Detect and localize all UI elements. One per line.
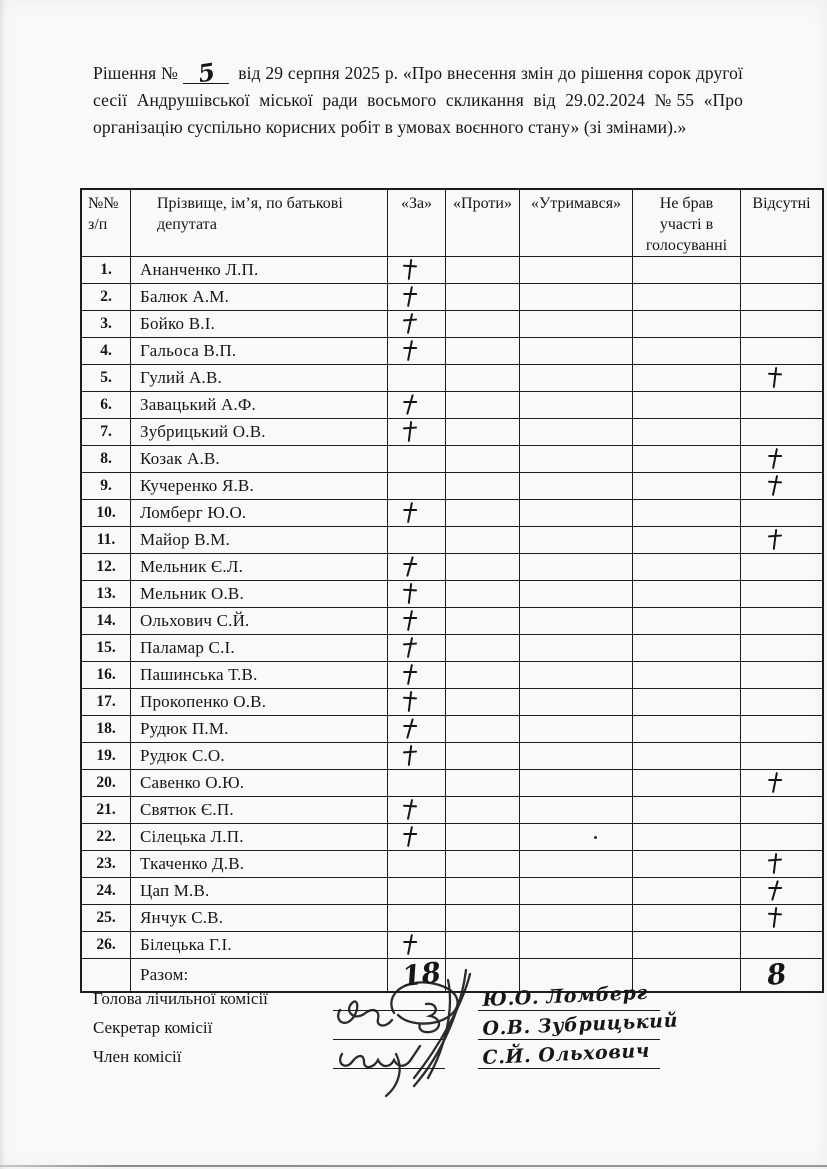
vote-cell-za	[388, 635, 446, 662]
deputy-row	[81, 932, 823, 959]
deputy-name: Рудюк С.О.	[131, 743, 388, 770]
vote-cell-no_vote	[633, 851, 741, 878]
row-number: 2.	[81, 284, 131, 311]
row-number: 26.	[81, 932, 131, 959]
vote-cell-against	[446, 581, 520, 608]
deputy-name: Гулий А.В.	[131, 365, 388, 392]
vote-cell-against	[446, 743, 520, 770]
vote-cell-against	[446, 284, 520, 311]
deputy-row	[81, 554, 823, 581]
handwritten-vote-mark	[401, 555, 417, 577]
vote-cell-absent	[741, 716, 824, 743]
deputy-name: Білецька Г.І.	[131, 932, 388, 959]
deputy-name: Святюк Є.П.	[131, 797, 388, 824]
header-row	[81, 189, 823, 257]
vote-cell-abstain	[520, 257, 633, 284]
vote-cell-no_vote	[633, 662, 741, 689]
deputy-row	[81, 716, 823, 743]
vote-cell-za	[388, 257, 446, 284]
voting-table-header	[81, 189, 823, 257]
heading-suffix: від 29 серпня 2025 р. «Про внесення змін до рішення сорок другої сесії Андрушівської міської ради восьмого скликання від 29.02.2024 №55 «Про організацію суспільно корисних робіт в умовах воєнного стану» (зі змінами).»	[93, 63, 743, 137]
row-number: 1.	[81, 257, 131, 284]
signature-role-label: Голова лічильної комісії	[93, 989, 268, 1008]
vote-cell-against	[446, 770, 520, 797]
vote-cell-no_vote	[633, 905, 741, 932]
deputy-row	[81, 797, 823, 824]
vote-cell-absent	[741, 338, 824, 365]
row-number: 25.	[81, 905, 131, 932]
row-number: 21.	[81, 797, 131, 824]
voting-table	[80, 188, 824, 993]
vote-cell-za	[388, 554, 446, 581]
vote-cell-abstain	[520, 473, 633, 500]
vote-cell-no_vote	[633, 257, 741, 284]
deputy-name: Прокопенко О.В.	[131, 689, 388, 716]
vote-cell-against	[446, 554, 520, 581]
deputy-name: Ломберг Ю.О.	[131, 500, 388, 527]
row-number: 8.	[81, 446, 131, 473]
vote-cell-absent	[741, 770, 824, 797]
vote-cell-abstain	[520, 905, 633, 932]
row-number: 7.	[81, 419, 131, 446]
deputy-name: Зубрицький О.В.	[131, 419, 388, 446]
vote-cell-abstain	[520, 662, 633, 689]
vote-cell-against	[446, 662, 520, 689]
vote-cell-za	[388, 473, 446, 500]
deputy-row	[81, 392, 823, 419]
vote-cell-absent	[741, 284, 824, 311]
vote-cell-against	[446, 716, 520, 743]
vote-cell-no_vote	[633, 689, 741, 716]
vote-cell-za	[388, 446, 446, 473]
row-number: 19.	[81, 743, 131, 770]
vote-cell-za	[388, 311, 446, 338]
vote-cell-no_vote	[633, 419, 741, 446]
vote-cell-against	[446, 905, 520, 932]
column-header-num: №№ з/п	[81, 189, 131, 257]
deputy-name: Балюк А.М.	[131, 284, 388, 311]
vote-cell-against	[446, 473, 520, 500]
vote-cell-abstain	[520, 743, 633, 770]
row-number: 6.	[81, 392, 131, 419]
handwritten-vote-mark	[401, 663, 417, 685]
vote-cell-abstain	[520, 878, 633, 905]
deputy-name: Мельник Є.Л.	[131, 554, 388, 581]
deputy-row	[81, 689, 823, 716]
vote-cell-abstain	[520, 500, 633, 527]
vote-cell-za	[388, 716, 446, 743]
vote-cell-no_vote	[633, 824, 741, 851]
deputy-row	[81, 743, 823, 770]
handwritten-name: Ю.О. Ломберг	[482, 981, 649, 1011]
row-number: 3.	[81, 311, 131, 338]
deputy-name: Майор В.М.	[131, 527, 388, 554]
vote-cell-za	[388, 608, 446, 635]
vote-cell-za	[388, 527, 446, 554]
handwritten-vote-mark	[401, 717, 417, 739]
handwritten-vote-mark	[766, 879, 782, 901]
deputy-name: Козак А.В.	[131, 446, 388, 473]
vote-cell-abstain	[520, 338, 633, 365]
vote-cell-against	[446, 446, 520, 473]
vote-cell-absent	[741, 797, 824, 824]
row-number: 11.	[81, 527, 131, 554]
vote-cell-abstain	[520, 419, 633, 446]
deputy-row	[81, 851, 823, 878]
deputy-row	[81, 365, 823, 392]
handwritten-vote-mark	[401, 393, 417, 415]
vote-cell-no_vote	[633, 473, 741, 500]
vote-cell-against	[446, 338, 520, 365]
vote-cell-absent	[741, 446, 824, 473]
vote-cell-za	[388, 878, 446, 905]
signature-role-label: Член комісії	[93, 1047, 182, 1066]
row-number: 9.	[81, 473, 131, 500]
vote-cell-absent	[741, 527, 824, 554]
column-header-name: Прізвище, ім’я, по батькові депутата	[131, 189, 388, 257]
vote-cell-absent	[741, 257, 824, 284]
row-number: 18.	[81, 716, 131, 743]
deputy-name: Пашинська Т.В.	[131, 662, 388, 689]
vote-cell-absent	[741, 608, 824, 635]
handwritten-name: С.Й. Ольхович	[482, 1039, 651, 1069]
handwritten-vote-mark	[401, 339, 417, 361]
vote-cell-against	[446, 608, 520, 635]
vote-cell-abstain	[520, 797, 633, 824]
handwritten-vote-mark	[767, 907, 782, 928]
row-number: 4.	[81, 338, 131, 365]
handwritten-vote-mark	[766, 447, 782, 469]
heading-prefix: Рішення №	[93, 63, 179, 83]
vote-cell-za	[388, 770, 446, 797]
vote-cell-za	[388, 284, 446, 311]
handwritten-name: О.В. Зубрицький	[482, 1009, 679, 1040]
vote-cell-against	[446, 932, 520, 959]
deputy-name: Ольхович С.Й.	[131, 608, 388, 635]
handwritten-vote-mark	[767, 367, 782, 388]
deputy-row	[81, 905, 823, 932]
deputy-name: Мельник О.В.	[131, 581, 388, 608]
deputy-row	[81, 419, 823, 446]
handwritten-vote-mark	[767, 529, 782, 550]
handwritten-vote-mark	[402, 799, 417, 820]
signature-scribble	[328, 955, 498, 1100]
scan-bottom-edge	[0, 1165, 827, 1167]
deputy-row	[81, 338, 823, 365]
vote-cell-against	[446, 500, 520, 527]
vote-cell-no_vote	[633, 635, 741, 662]
handwritten-vote-mark	[402, 637, 417, 658]
vote-cell-za	[388, 797, 446, 824]
vote-cell-za	[388, 500, 446, 527]
vote-cell-absent	[741, 365, 824, 392]
vote-cell-absent	[741, 554, 824, 581]
deputy-row	[81, 608, 823, 635]
row-number: 13.	[81, 581, 131, 608]
deputy-name: Сілецька Л.П.	[131, 824, 388, 851]
signature-role-label: Секретар комісії	[93, 1018, 213, 1037]
vote-cell-abstain	[520, 932, 633, 959]
deputy-name: Завацький А.Ф.	[131, 392, 388, 419]
vote-cell-absent	[741, 905, 824, 932]
vote-cell-za	[388, 392, 446, 419]
handwritten-total-za: 18	[400, 955, 443, 994]
vote-cell-absent	[741, 473, 824, 500]
handwritten-vote-mark	[401, 825, 417, 847]
vote-cell-za	[388, 662, 446, 689]
vote-cell-abstain	[520, 608, 633, 635]
vote-cell-against	[446, 365, 520, 392]
scan-dot-artifact	[594, 836, 597, 839]
vote-cell-za	[388, 689, 446, 716]
row-number: 15.	[81, 635, 131, 662]
deputy-name: Паламар С.І.	[131, 635, 388, 662]
deputy-name: Савенко О.Ю.	[131, 770, 388, 797]
handwritten-vote-mark	[401, 501, 417, 523]
column-header-against: «Проти»	[446, 189, 520, 257]
deputy-row	[81, 878, 823, 905]
vote-cell-za	[388, 743, 446, 770]
vote-cell-no_vote	[633, 797, 741, 824]
vote-cell-absent	[741, 392, 824, 419]
deputy-row	[81, 635, 823, 662]
vote-cell-against	[446, 635, 520, 662]
vote-cell-no_vote	[633, 554, 741, 581]
vote-cell-against	[446, 392, 520, 419]
vote-cell-absent	[741, 878, 824, 905]
voting-table-body	[81, 257, 823, 993]
vote-cell-absent	[741, 932, 824, 959]
vote-cell-absent	[741, 689, 824, 716]
handwritten-decision-number: 5	[183, 60, 229, 84]
vote-cell-za	[388, 851, 446, 878]
row-number: 16.	[81, 662, 131, 689]
deputy-name: Бойко В.І.	[131, 311, 388, 338]
handwritten-vote-mark	[402, 313, 417, 334]
decision-heading	[93, 56, 743, 141]
deputy-name: Цап М.В.	[131, 878, 388, 905]
deputy-name: Рудюк П.М.	[131, 716, 388, 743]
name-line	[478, 1068, 660, 1069]
handwritten-vote-mark	[402, 259, 417, 280]
vote-cell-absent	[741, 500, 824, 527]
vote-cell-no_vote	[633, 581, 741, 608]
vote-cell-za	[388, 338, 446, 365]
vote-cell-against	[446, 257, 520, 284]
deputy-row	[81, 581, 823, 608]
handwritten-vote-mark	[766, 771, 782, 793]
row-number: 5.	[81, 365, 131, 392]
vote-cell-against	[446, 527, 520, 554]
vote-cell-against	[446, 689, 520, 716]
row-number: 22.	[81, 824, 131, 851]
vote-cell-no_vote	[633, 743, 741, 770]
vote-cell-no_vote	[633, 365, 741, 392]
vote-cell-abstain	[520, 824, 633, 851]
vote-cell-against	[446, 797, 520, 824]
deputy-row	[81, 824, 823, 851]
row-number: 24.	[81, 878, 131, 905]
vote-cell-abstain	[520, 365, 633, 392]
vote-cell-absent	[741, 419, 824, 446]
deputy-row	[81, 257, 823, 284]
vote-cell-za	[388, 905, 446, 932]
vote-cell-abstain	[520, 689, 633, 716]
deputy-name: Кучеренко Я.В.	[131, 473, 388, 500]
handwritten-vote-mark	[402, 421, 417, 442]
totals-label: Разом:	[131, 959, 388, 993]
vote-cell-absent	[741, 311, 824, 338]
deputy-row	[81, 446, 823, 473]
vote-cell-against	[446, 311, 520, 338]
deputy-name: Ананченко Л.П.	[131, 257, 388, 284]
handwritten-vote-mark	[402, 745, 417, 766]
row-number: 14.	[81, 608, 131, 635]
handwritten-vote-mark	[401, 933, 417, 955]
vote-cell-absent	[741, 851, 824, 878]
column-header-absent: Відсутні	[741, 189, 824, 257]
handwritten-vote-mark	[402, 691, 417, 712]
vote-cell-abstain	[520, 446, 633, 473]
scan-left-edge-shade	[0, 0, 5, 1169]
deputy-row	[81, 527, 823, 554]
vote-cell-against	[446, 878, 520, 905]
deputy-row	[81, 662, 823, 689]
vote-cell-no_vote	[633, 284, 741, 311]
vote-cell-abstain	[520, 554, 633, 581]
vote-cell-against	[446, 419, 520, 446]
vote-cell-absent	[741, 743, 824, 770]
vote-cell-no_vote	[633, 338, 741, 365]
row-number: 20.	[81, 770, 131, 797]
vote-cell-abstain	[520, 851, 633, 878]
handwritten-vote-mark	[401, 609, 417, 631]
row-number: 23.	[81, 851, 131, 878]
vote-cell-abstain	[520, 635, 633, 662]
vote-cell-abstain	[520, 581, 633, 608]
vote-cell-no_vote	[633, 608, 741, 635]
handwritten-vote-mark	[402, 583, 417, 604]
handwritten-vote-mark	[767, 853, 782, 874]
row-number: 10.	[81, 500, 131, 527]
deputy-name: Янчук С.В.	[131, 905, 388, 932]
column-header-za: «За»	[388, 189, 446, 257]
vote-cell-abstain	[520, 770, 633, 797]
deputy-name: Гальоса В.П.	[131, 338, 388, 365]
column-header-no_vote: Не брав участі в голосуванні	[633, 189, 741, 257]
row-number: 12.	[81, 554, 131, 581]
vote-cell-no_vote	[633, 932, 741, 959]
vote-cell-no_vote	[633, 446, 741, 473]
vote-cell-abstain	[520, 311, 633, 338]
column-header-abstain: «Утримався»	[520, 189, 633, 257]
vote-cell-abstain	[520, 716, 633, 743]
vote-cell-against	[446, 824, 520, 851]
deputy-row	[81, 473, 823, 500]
vote-cell-absent	[741, 581, 824, 608]
vote-cell-absent	[741, 635, 824, 662]
deputy-row	[81, 284, 823, 311]
vote-cell-abstain	[520, 392, 633, 419]
row-number: 17.	[81, 689, 131, 716]
vote-cell-absent	[741, 824, 824, 851]
vote-cell-against	[446, 851, 520, 878]
vote-cell-no_vote	[633, 500, 741, 527]
vote-cell-no_vote	[633, 527, 741, 554]
vote-cell-no_vote	[633, 716, 741, 743]
deputy-row	[81, 770, 823, 797]
vote-cell-no_vote	[633, 392, 741, 419]
vote-cell-no_vote	[633, 878, 741, 905]
handwritten-total-absent: 8	[765, 956, 789, 993]
vote-cell-no_vote	[633, 311, 741, 338]
vote-cell-za	[388, 932, 446, 959]
deputy-row	[81, 311, 823, 338]
vote-cell-za	[388, 581, 446, 608]
vote-cell-za	[388, 824, 446, 851]
vote-cell-abstain	[520, 527, 633, 554]
vote-cell-abstain	[520, 284, 633, 311]
handwritten-vote-mark	[767, 475, 782, 496]
deputy-name: Ткаченко Д.В.	[131, 851, 388, 878]
deputy-row	[81, 500, 823, 527]
vote-cell-absent	[741, 662, 824, 689]
vote-cell-za	[388, 419, 446, 446]
vote-cell-no_vote	[633, 770, 741, 797]
handwritten-vote-mark	[401, 285, 417, 307]
vote-cell-za	[388, 365, 446, 392]
